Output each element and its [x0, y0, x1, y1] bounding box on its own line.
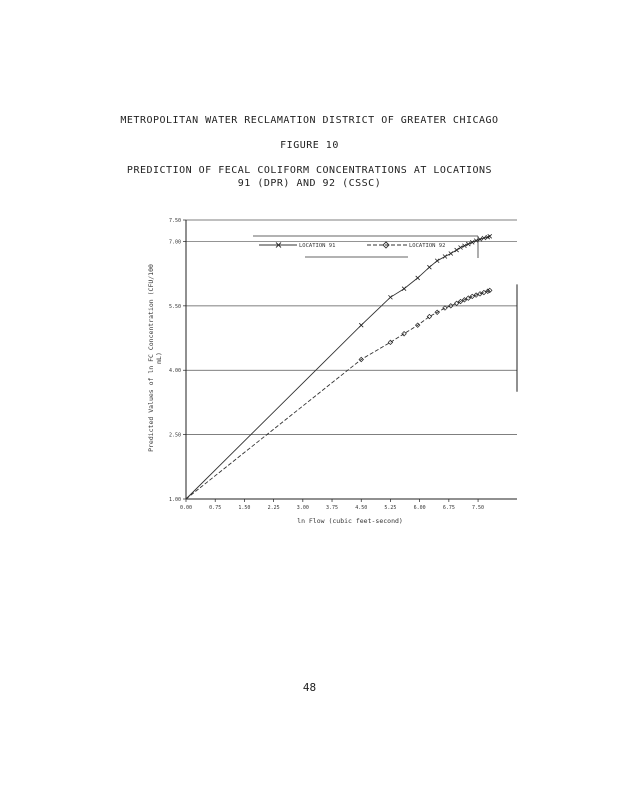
- figure-label: FIGURE 10: [280, 140, 339, 151]
- legend-label-location-92: LOCATION 92: [409, 243, 446, 249]
- x-tick-label: 1.50: [238, 505, 251, 511]
- data-point-series-0: [470, 240, 474, 244]
- series-line-location-92: [186, 290, 490, 499]
- x-tick-label: 6.75: [442, 505, 455, 511]
- data-point-series-0: [449, 251, 453, 255]
- figure-caption-line2: 91 (DPR) AND 92 (CSSC): [237, 178, 382, 189]
- gridlines: [186, 220, 517, 435]
- document-org-title: METROPOLITAN WATER RECLAMATION DISTRICT OF GREATER CHICAGO: [120, 115, 499, 126]
- x-tick-label: 5.25: [384, 505, 397, 511]
- x-tick-label: 3.00: [296, 505, 309, 511]
- data-point-series-0: [359, 323, 363, 327]
- data-point-series-1: [443, 306, 447, 310]
- x-tick-label: 0.00: [179, 505, 193, 511]
- y-axis-label-line2: mL): [155, 352, 163, 364]
- data-point-series-0: [466, 242, 470, 246]
- y-axis-label-line1: Predicted Values of ln FC Concentration (CFU/100: [147, 264, 155, 452]
- x-tick-label: 0.75: [209, 505, 222, 511]
- legend: [253, 236, 478, 258]
- series-line-location-91: [186, 236, 490, 499]
- tick-labels: [169, 218, 484, 511]
- y-tick-label: 7.50: [168, 218, 181, 224]
- data-point-series-0: [388, 295, 392, 299]
- page-number: 48: [302, 681, 317, 694]
- data-point-series-0: [455, 248, 459, 252]
- y-tick-label: 2.50: [168, 432, 181, 439]
- data-point-series-0: [459, 245, 463, 249]
- figure-caption-line1: PREDICTION OF FECAL COLIFORM CONCENTRATIONS AT LOCATIONS: [126, 165, 493, 176]
- series-layer: [186, 234, 492, 499]
- data-point-series-0: [416, 276, 420, 280]
- y-tick-label: 7.00: [168, 239, 181, 246]
- x-tick-label: 6.00: [413, 505, 426, 511]
- x-tick-label: 3.75: [326, 505, 339, 511]
- legend-label-location-91: LOCATION 91: [299, 243, 336, 249]
- y-tick-label: 5.50: [168, 303, 181, 310]
- data-point-series-0: [402, 287, 406, 291]
- data-point-series-0: [443, 254, 447, 258]
- data-point-series-0: [462, 244, 466, 248]
- y-tick-label: 4.00: [168, 368, 181, 375]
- x-tick-label: 2.25: [267, 505, 280, 511]
- y-tick-label: 1.00: [168, 497, 181, 503]
- x-tick-label: 4.50: [355, 505, 368, 511]
- plot-frame: [186, 220, 517, 499]
- data-point-series-0: [427, 265, 431, 269]
- data-point-series-0: [435, 259, 439, 263]
- x-axis-label: ln Flow (cubic feet-second): [297, 517, 403, 525]
- x-tick-label: 7.50: [472, 505, 485, 511]
